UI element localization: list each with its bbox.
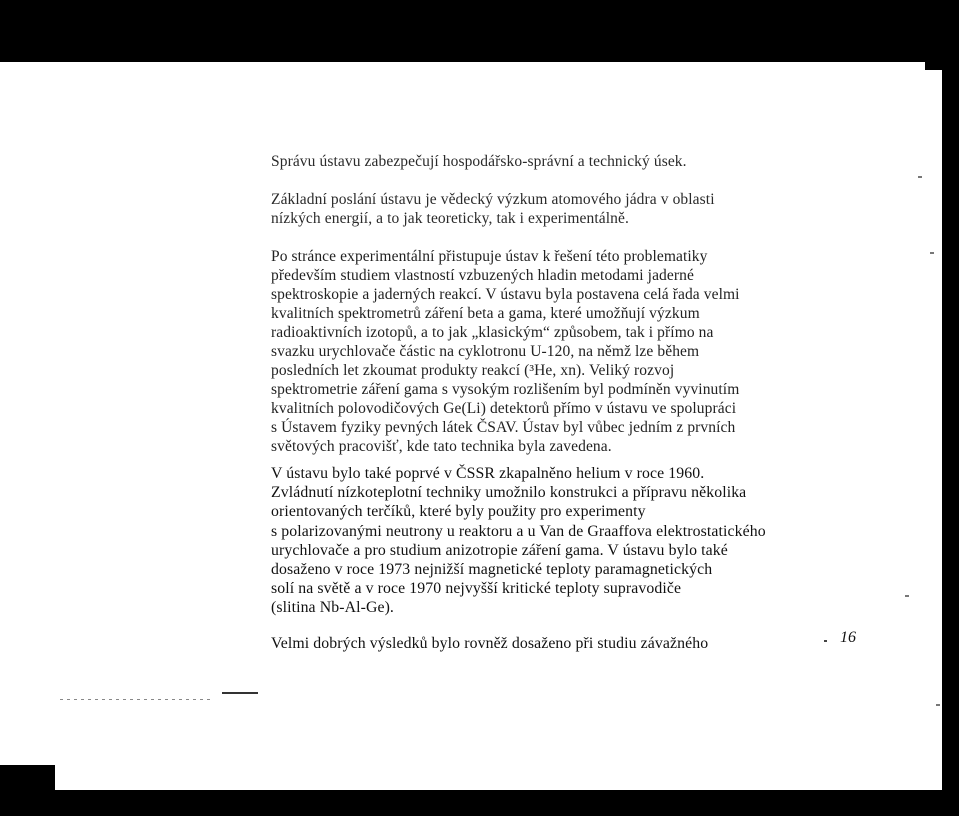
text-line: svazku urychlovače částic na cyklotronu U-120, na němž lze během	[271, 343, 700, 360]
text-line: radioaktivních izotopů, a to jak „klasickým“ způsobem, tak i přímo na	[271, 324, 714, 341]
paragraph-experimental	[271, 247, 740, 456]
paragraph-results	[271, 634, 708, 653]
paragraph-low-temperature	[271, 464, 766, 618]
scan-border-notch	[0, 0, 18, 40]
text-line: s polarizovanými neutrony u reaktoru a u Van de Graaffova elektrostatického	[271, 522, 766, 540]
page-number-tick	[824, 640, 827, 642]
text-line: Zvládnutí nízkoteplotní techniky umožnilo konstrukci a přípravu několika	[271, 484, 747, 502]
paragraph-mission	[271, 190, 715, 228]
text-line: kvalitních spektrometrů záření beta a gama, které umožňují výzkum	[271, 305, 700, 322]
page-number: 16	[840, 629, 856, 646]
text-line: spektroskopie a jaderných reakcí. V ústavu byla postavena celá řada velmi	[271, 286, 740, 303]
text-line: Základní poslání ústavu je vědecký výzkum atomového jádra v oblasti	[271, 191, 715, 208]
scan-speck	[936, 704, 940, 706]
text-line: Velmi dobrých výsledků bylo rovněž dosaženo při studiu závažného	[271, 635, 709, 652]
text-line: s Ústavem fyziky pevných látek ČSAV. Ústav byl vůbec jedním z prvních	[271, 419, 736, 436]
paragraph-administration	[271, 152, 687, 171]
text-line: kvalitních polovodičových Ge(Li) detektorů přímo v ústavu ve spolupráci	[271, 400, 737, 417]
scan-border-bottom	[0, 790, 959, 816]
scan-dash-mark	[222, 692, 258, 694]
text-line: V ústavu bylo také poprvé v ČSSR zkapalněno helium v roce 1960.	[271, 465, 705, 482]
text-line: dosaženo v roce 1973 nejnižší magnetické teploty paramagnetických	[271, 561, 713, 579]
scan-border-top	[0, 0, 959, 62]
text-line: nízkých energií, a to jak teoreticky, tak i experimentálně.	[271, 210, 629, 227]
scan-speck	[905, 595, 909, 597]
text-line: posledních let zkoumat produkty reakcí (³He, xn). Veliký rozvoj	[271, 362, 675, 379]
scan-speck	[930, 252, 934, 254]
text-line: Po stránce experimentální přistupuje ústav k řešení této problematiky	[271, 248, 708, 265]
scan-border-bottom-left	[0, 765, 55, 816]
scan-border-right	[942, 0, 959, 816]
text-line: orientovaných terčíků, které byly použity pro experimenty	[271, 503, 646, 521]
scan-speck	[918, 176, 922, 178]
text-line: především studiem vlastností vzbuzených hladin metodami jaderné	[271, 267, 694, 284]
text-line: spektrometrie záření gama s vysokým rozlišením byl podmíněn vyvinutím	[271, 381, 740, 398]
text-line: Správu ústavu zabezpečují hospodářsko-správní a technický úsek.	[271, 153, 687, 170]
text-line: světových pracovišť, kde tato technika byla zavedena.	[271, 438, 612, 455]
text-line: solí na světě a v roce 1970 nejvyšší kritické teploty supravodiče	[271, 580, 682, 598]
scan-border-right-cap	[925, 0, 959, 70]
text-line: urychlovače a pro studium anizotropie záření gama. V ústavu bylo také	[271, 541, 728, 559]
text-line: (slitina Nb-Al-Ge).	[271, 599, 394, 617]
